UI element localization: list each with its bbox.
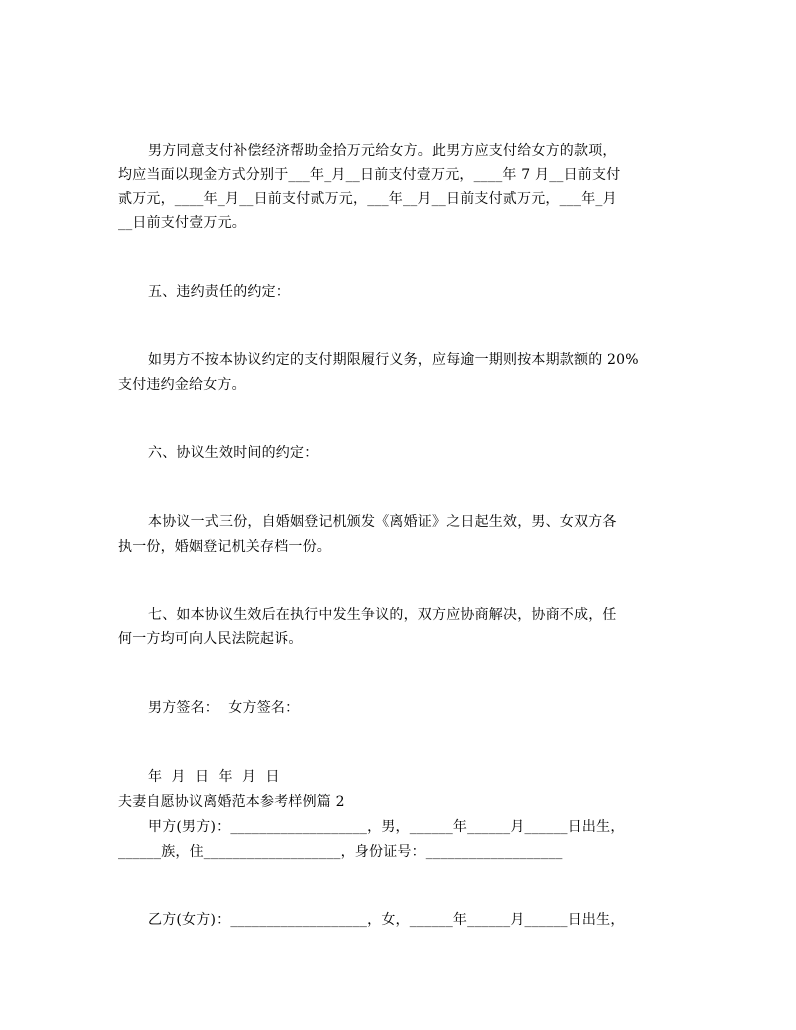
paragraph-line: 支付违约金给女方。 [118, 377, 246, 393]
paragraph-line: 如男方不按本协议约定的支付期限履行义务，应每逾一期则按本期款额的 20% [148, 352, 639, 368]
paragraph-line: 执一份，婚姻登记机关存档一份。 [118, 539, 331, 555]
paragraph-line: 本协议一式三份，自婚姻登记机颁发《离婚证》之日起生效，男、女双方各 [148, 514, 617, 530]
party-a-line: ______族，住___________________，身份证号：___________________ [118, 844, 563, 860]
party-a-line: 甲方(男方)：___________________，男，______年______月______日出生， [148, 819, 625, 835]
date-line: 年 月 日 年 月 日 [148, 769, 280, 785]
paragraph-line: 男方同意支付补偿经济帮助金拾万元给女方。此男方应支付给女方的款项， [148, 143, 617, 159]
party-b-line: 乙方(女方)：___________________，女，______年______月______日出生， [148, 912, 625, 928]
paragraph-line: 何一方均可向人民法院起诉。 [118, 631, 303, 647]
signature-line: 男方签名： 女方签名： [148, 700, 300, 716]
section-heading: 五、违约责任的约定： [148, 284, 290, 300]
paragraph-line: 贰万元，____年_月__日前支付贰万元，___年__月__日前支付贰万元，___年_月 [118, 191, 617, 207]
paragraph-line: 七、如本协议生效后在执行中发生争议的，双方应协商解决，协商不成，任 [148, 607, 617, 623]
paragraph-line: 均应当面以现金方式分别于___年_月__日前支付壹万元，____年 7 月__日前支付 [118, 167, 621, 183]
document-title: 夫妻自愿协议离婚范本参考样例篇 2 [118, 794, 345, 810]
paragraph-line: __日前支付壹万元。 [118, 215, 246, 231]
section-heading: 六、协议生效时间的约定： [148, 445, 319, 461]
